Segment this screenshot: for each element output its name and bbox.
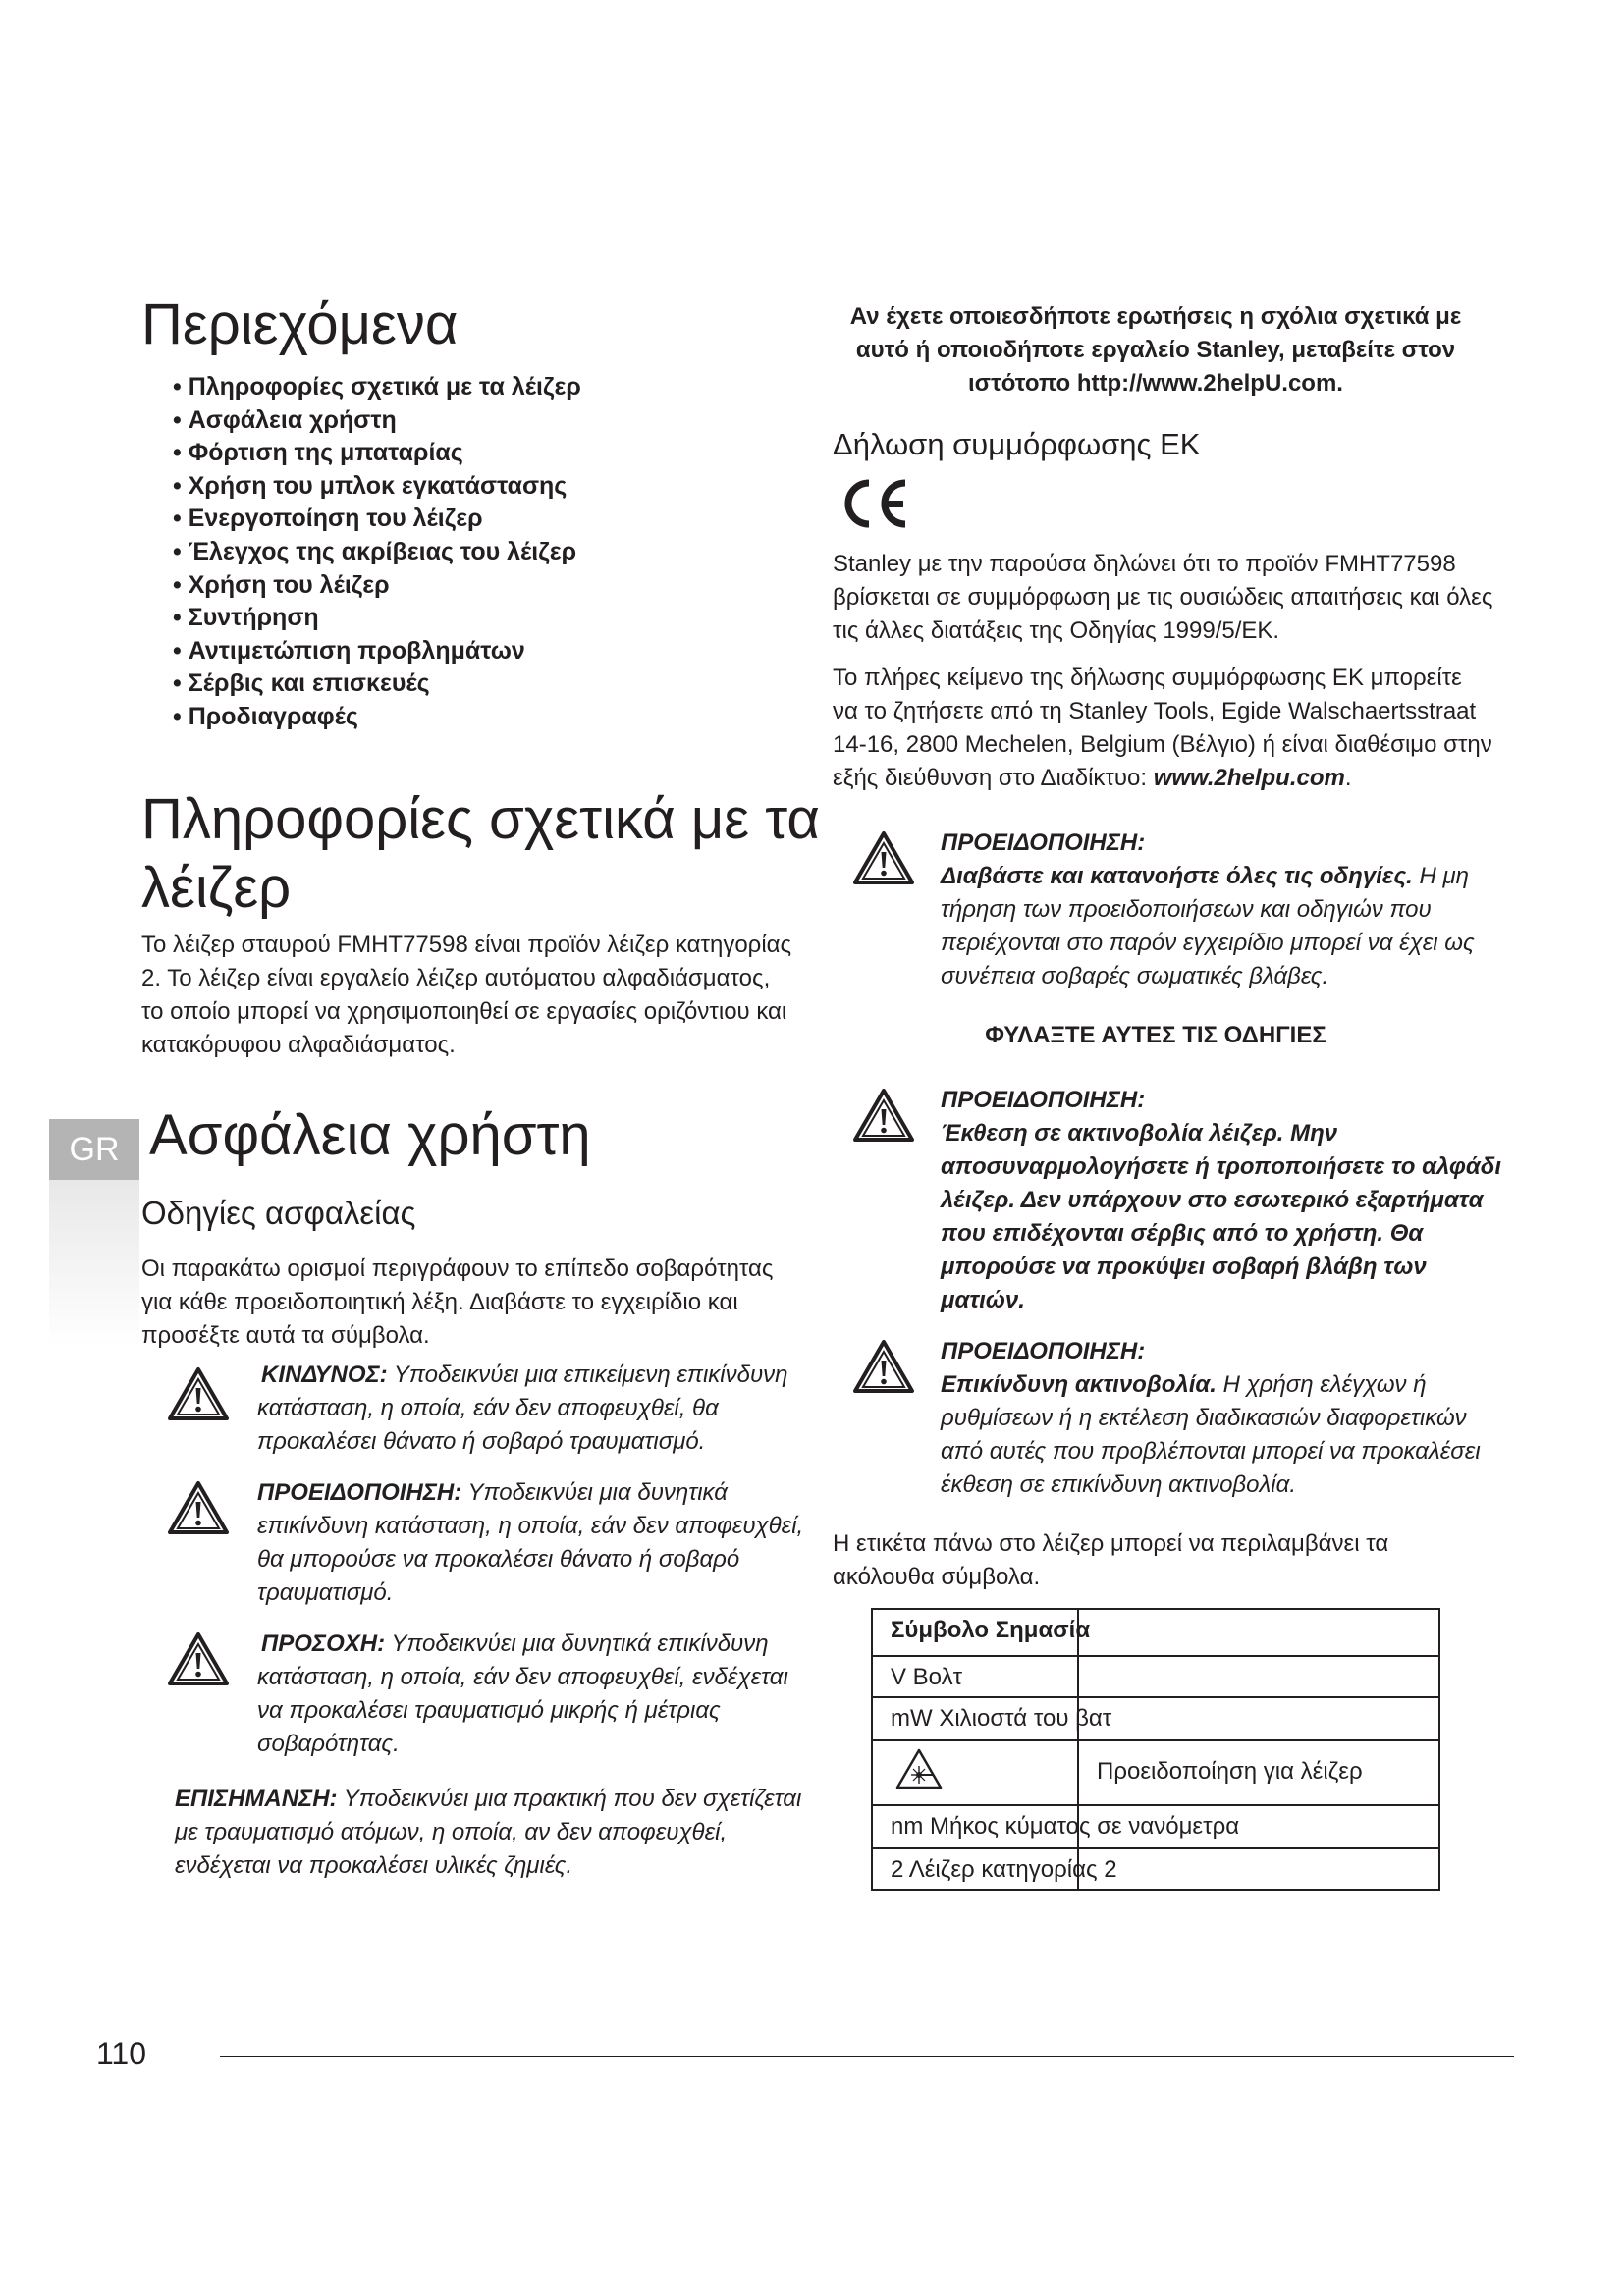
body-line: να προκαλέσει τραυματισμό μικρής ή μέτριας	[257, 1697, 721, 1724]
body-line: Υποδεικνύει μια επικείμενη επικίνδυνη	[387, 1362, 788, 1388]
body-line: Η μη	[1412, 863, 1469, 889]
ec-declaration-text: Stanley με την παρούσα δηλώνει ότι το προϊόν FMHT77598 βρίσκεται σε συμμόρφωση με τις ουσιώδεις απαιτήσεις και όλες τις άλλες διατάξεις της Οδηγίας 1999/5/ΕΚ. Το πλήρες κείμενο της δήλωσης συμμόρφωσης ΕΚ μπορείτε να το ζητήσετε από τη Stanley Tools, Egide Walschaertsstraat 14-16, 2800 Mechelen, Belgium (Βέλγιο) ή είναι διαθέσιμο στην εξής διεύθυνση στο Διαδίκτυο: www.2helpu.com.	[833, 548, 1492, 795]
table-rule	[1438, 1608, 1440, 1891]
body-line: για κάθε προειδοποιητική λέξη. Διαβάστε το εγχειρίδιο και	[141, 1289, 738, 1315]
table-row: 2 Λέιζερ κατηγορίας 2	[891, 1856, 1117, 1883]
body-line: λέιζερ. Δεν υπάρχουν στο εσωτερικό εξαρτήματα	[941, 1187, 1484, 1213]
body-line: κατάσταση, η οποία, εάν δεν αποφευχθεί, ενδέχεται	[257, 1664, 788, 1690]
warning-lead: Επικίνδυνη ακτινοβολία.	[941, 1371, 1217, 1398]
table-row: mW Χιλιοστά του βατ	[891, 1705, 1112, 1732]
toc-item[interactable]: • Ενεργοποίηση του λέιζερ	[173, 503, 581, 536]
toc-item[interactable]: • Αντιμετώπιση προβλημάτων	[173, 635, 581, 668]
body-line: τραυματισμό.	[257, 1579, 394, 1606]
symbol-table	[871, 1608, 1440, 1893]
laser-info-title-line: Πληροφορίες σχετικά με τα	[141, 787, 820, 851]
body-line: κατακόρυφου αλφαδιάσματος.	[141, 1032, 456, 1058]
body-line: το οποίο μπορεί να χρησιμοποιηθεί σε εργασίες οριζόντιου και	[141, 998, 787, 1025]
laser-info-title	[141, 785, 820, 923]
body-line: έκθεση σε επικίνδυνη ακτινοβολία.	[941, 1471, 1296, 1498]
page-number: 110	[96, 2036, 147, 2071]
laser-warning-graphic	[894, 1747, 944, 1790]
danger-icon	[167, 1366, 230, 1421]
body-line: ρυθμίσεων ή η εκτέλεση διαδικασιών διαφορετικών	[941, 1405, 1467, 1431]
body-line: αυτό ή οποιοδήποτε εργαλείο Stanley, μεταβείτε στον	[855, 337, 1456, 363]
safety-intro	[141, 1253, 774, 1353]
safety-subtitle: Οδηγίες ασφαλείας	[141, 1195, 416, 1231]
ce-mark-graphic	[837, 475, 909, 532]
toc-item[interactable]: • Συντήρηση	[173, 602, 581, 635]
caution-icon	[167, 1631, 230, 1686]
notice-label: ΕΠΙΣΗΜΑΝΣΗ:	[175, 1786, 338, 1812]
body-line: Το πλήρες κείμενο της δήλωσης συμμόρφωσης ΕΚ μπορείτε	[833, 665, 1462, 691]
danger-label: ΚΙΝΔΥΝΟΣ:	[261, 1362, 388, 1388]
body-line: ματιών.	[941, 1287, 1025, 1313]
read-instructions-warning	[941, 827, 1475, 993]
toc-item[interactable]: • Χρήση του λέιζερ	[173, 569, 581, 603]
keep-instructions-heading: ΦΥΛΑΞΤΕ ΑΥΤΕΣ ΤΙΣ ΟΔΗΓΙΕΣ	[985, 1022, 1326, 1048]
warning-icon	[167, 1480, 230, 1535]
danger-definition	[257, 1359, 787, 1459]
footer-rule	[220, 2056, 1514, 2057]
table-rule	[871, 1889, 1440, 1891]
warning-icon	[852, 830, 915, 885]
warning-definition	[257, 1476, 803, 1610]
toc-item[interactable]: • Φόρτιση της μπαταρίας	[173, 437, 581, 470]
body-line: που επιδέχονται σέρβις από το χρήστη. Θα	[941, 1220, 1424, 1247]
body-line: από αυτές που προβλέπονται μπορεί να προκαλέσει	[941, 1438, 1481, 1465]
toc-item[interactable]: • Προδιαγραφές	[173, 701, 581, 734]
warning-lead: Διαβάστε και κατανοήστε όλες τις οδηγίες.	[941, 863, 1413, 889]
toc-item[interactable]: • Έλεγχος της ακρίβειας του λέιζερ	[173, 536, 581, 569]
body-line: εξής διεύθυνση στο Διαδίκτυο:	[833, 765, 1154, 791]
radiation-warning	[941, 1335, 1481, 1502]
toc-title: Περιεχόμενα	[141, 293, 459, 356]
table-rule	[871, 1739, 1440, 1741]
toc-item[interactable]: • Πληροφορίες σχετικά με τα λέιζερ	[173, 371, 581, 404]
body-line: περιέχονται στο παρόν εγχειρίδιο μπορεί να έχει ως	[941, 930, 1475, 956]
laser-exposure-warning	[941, 1084, 1501, 1317]
body-line: Stanley με την παρούσα δηλώνει ότι το προϊόν FMHT77598	[833, 551, 1456, 577]
body-line: 2. Το λέιζερ είναι εργαλείο λέιζερ αυτόματου αλφαδιάσματος,	[141, 965, 771, 991]
caution-label: ΠΡΟΣΟΧΗ:	[261, 1630, 386, 1657]
laser-info-body	[141, 929, 791, 1062]
body-line: ιστότοπο http://www.2helpU.com.	[968, 370, 1343, 397]
body-line: θα μπορούσε να προκαλέσει θάνατο ή σοβαρό	[257, 1546, 740, 1573]
table-rule	[871, 1847, 1440, 1849]
body-line: αποσυναρμολογήσετε ή τροποποιήσετε το αλφάδι	[941, 1153, 1502, 1180]
body-line: τις άλλες διατάξεις της Οδηγίας 1999/5/ΕΚ.	[833, 617, 1280, 644]
body-line: ενδέχεται να προκαλέσει υλικές ζημιές.	[175, 1852, 573, 1879]
laser-warning-icon	[894, 1747, 944, 1790]
warning-icon	[852, 1088, 915, 1143]
body-line: βρίσκεται σε συμμόρφωση με τις ουσιώδεις απαιτήσεις και όλες	[833, 584, 1493, 611]
table-rule	[871, 1804, 1440, 1806]
warning-label: ΠΡΟΕΙΔΟΠΟΙΗΣΗ:	[941, 1338, 1146, 1364]
body-line: κατάσταση, η οποία, εάν δεν αποφευχθεί, θα	[257, 1395, 719, 1421]
toc-item[interactable]: • Ασφάλεια χρήστη	[173, 404, 581, 438]
ce-mark-icon	[837, 475, 909, 532]
table-row: nm Μήκος κύματος σε νανόμετρα	[891, 1813, 1240, 1840]
warning-label: ΠΡΟΕΙΔΟΠΟΙΗΣΗ:	[941, 1087, 1146, 1113]
website-link[interactable]: www.2helpu.com	[1153, 765, 1345, 791]
body-line: προκαλέσει θάνατο ή σοβαρό τραυματισμό.	[257, 1428, 706, 1455]
body-line: Αν έχετε οποιεσδήποτε ερωτήσεις η σχόλια σχετικά με	[849, 303, 1462, 330]
body-line: Το λέιζερ σταυρού FMHT77598 είναι προϊόν λέιζερ κατηγορίας	[141, 932, 792, 958]
caution-definition	[257, 1628, 788, 1761]
warning-icon	[852, 1339, 915, 1394]
table-rule	[871, 1655, 1440, 1657]
table-header: Σύμβολο Σημασία	[891, 1617, 1091, 1643]
contact-note	[833, 300, 1479, 400]
body-line: επικίνδυνη κατάσταση, η οποία, εάν δεν αποφευχθεί,	[257, 1513, 804, 1539]
user-safety-title: Ασφάλεια χρήστη	[149, 1103, 591, 1167]
notice-definition	[175, 1783, 801, 1883]
body-line: σοβαρότητας.	[257, 1731, 400, 1757]
warning-label: ΠΡΟΕΙΔΟΠΟΙΗΣΗ:	[257, 1479, 462, 1506]
toc-item[interactable]: • Σέρβις και επισκευές	[173, 667, 581, 701]
language-tab: GR	[49, 1119, 139, 1180]
table-row: V Βολτ	[891, 1664, 963, 1690]
body-line: Η ετικέτα πάνω στο λέιζερ μπορεί να περιλαμβάνει τα	[833, 1530, 1389, 1557]
table-rule	[871, 1608, 1440, 1610]
laser-info-title-line: λέιζερ	[141, 856, 292, 920]
body-line: τήρηση των προειδοποιήσεων και οδηγιών που	[941, 896, 1432, 923]
body-line: ακόλουθα σύμβολα.	[833, 1564, 1041, 1590]
table-rule	[871, 1696, 1440, 1698]
body-line: Έκθεση σε ακτινοβολία λέιζερ. Μην	[941, 1120, 1338, 1147]
table-rule	[1077, 1608, 1079, 1891]
body-line: 14-16, 2800 Mechelen, Belgium (Βέλγιο) ή είναι διαθέσιμο στην	[833, 731, 1492, 758]
body-line: Οι παρακάτω ορισμοί περιγράφουν το επίπεδο σοβαρότητας	[141, 1255, 774, 1282]
label-intro	[833, 1527, 1388, 1594]
toc-item[interactable]: • Χρήση του μπλοκ εγκατάστασης	[173, 470, 581, 504]
body-line: Η χρήση ελέγχων ή	[1216, 1371, 1427, 1398]
warning-label: ΠΡΟΕΙΔΟΠΟΙΗΣΗ:	[941, 829, 1146, 856]
table-row: Προειδοποίηση για λέιζερ	[1097, 1758, 1363, 1785]
body-line: με τραυματισμό ατόμων, η οποία, αν δεν αποφευχθεί,	[175, 1819, 728, 1845]
body-line: προσέξτε αυτά τα σύμβολα.	[141, 1322, 430, 1349]
language-tab-shade	[49, 1180, 139, 1347]
body-line: συνέπεια σοβαρές σωματικές βλάβες.	[941, 963, 1329, 989]
body-line: Υποδεικνύει μια δυνητικά επικίνδυνη	[385, 1630, 769, 1657]
table-rule	[871, 1608, 873, 1891]
ec-declaration-title: Δήλωση συμμόρφωσης ΕΚ	[833, 427, 1201, 461]
body-line: Υποδεικνύει μια πρακτική που δεν σχετίζεται	[337, 1786, 802, 1812]
body-line: Υποδεικνύει μια δυνητικά	[461, 1479, 728, 1506]
body-line: να το ζητήσετε από τη Stanley Tools, Egide Walschaertsstraat	[833, 698, 1477, 724]
body-line: μπορούσε να προκύψει σοβαρή βλάβη των	[941, 1254, 1427, 1280]
table-of-contents	[173, 371, 581, 734]
